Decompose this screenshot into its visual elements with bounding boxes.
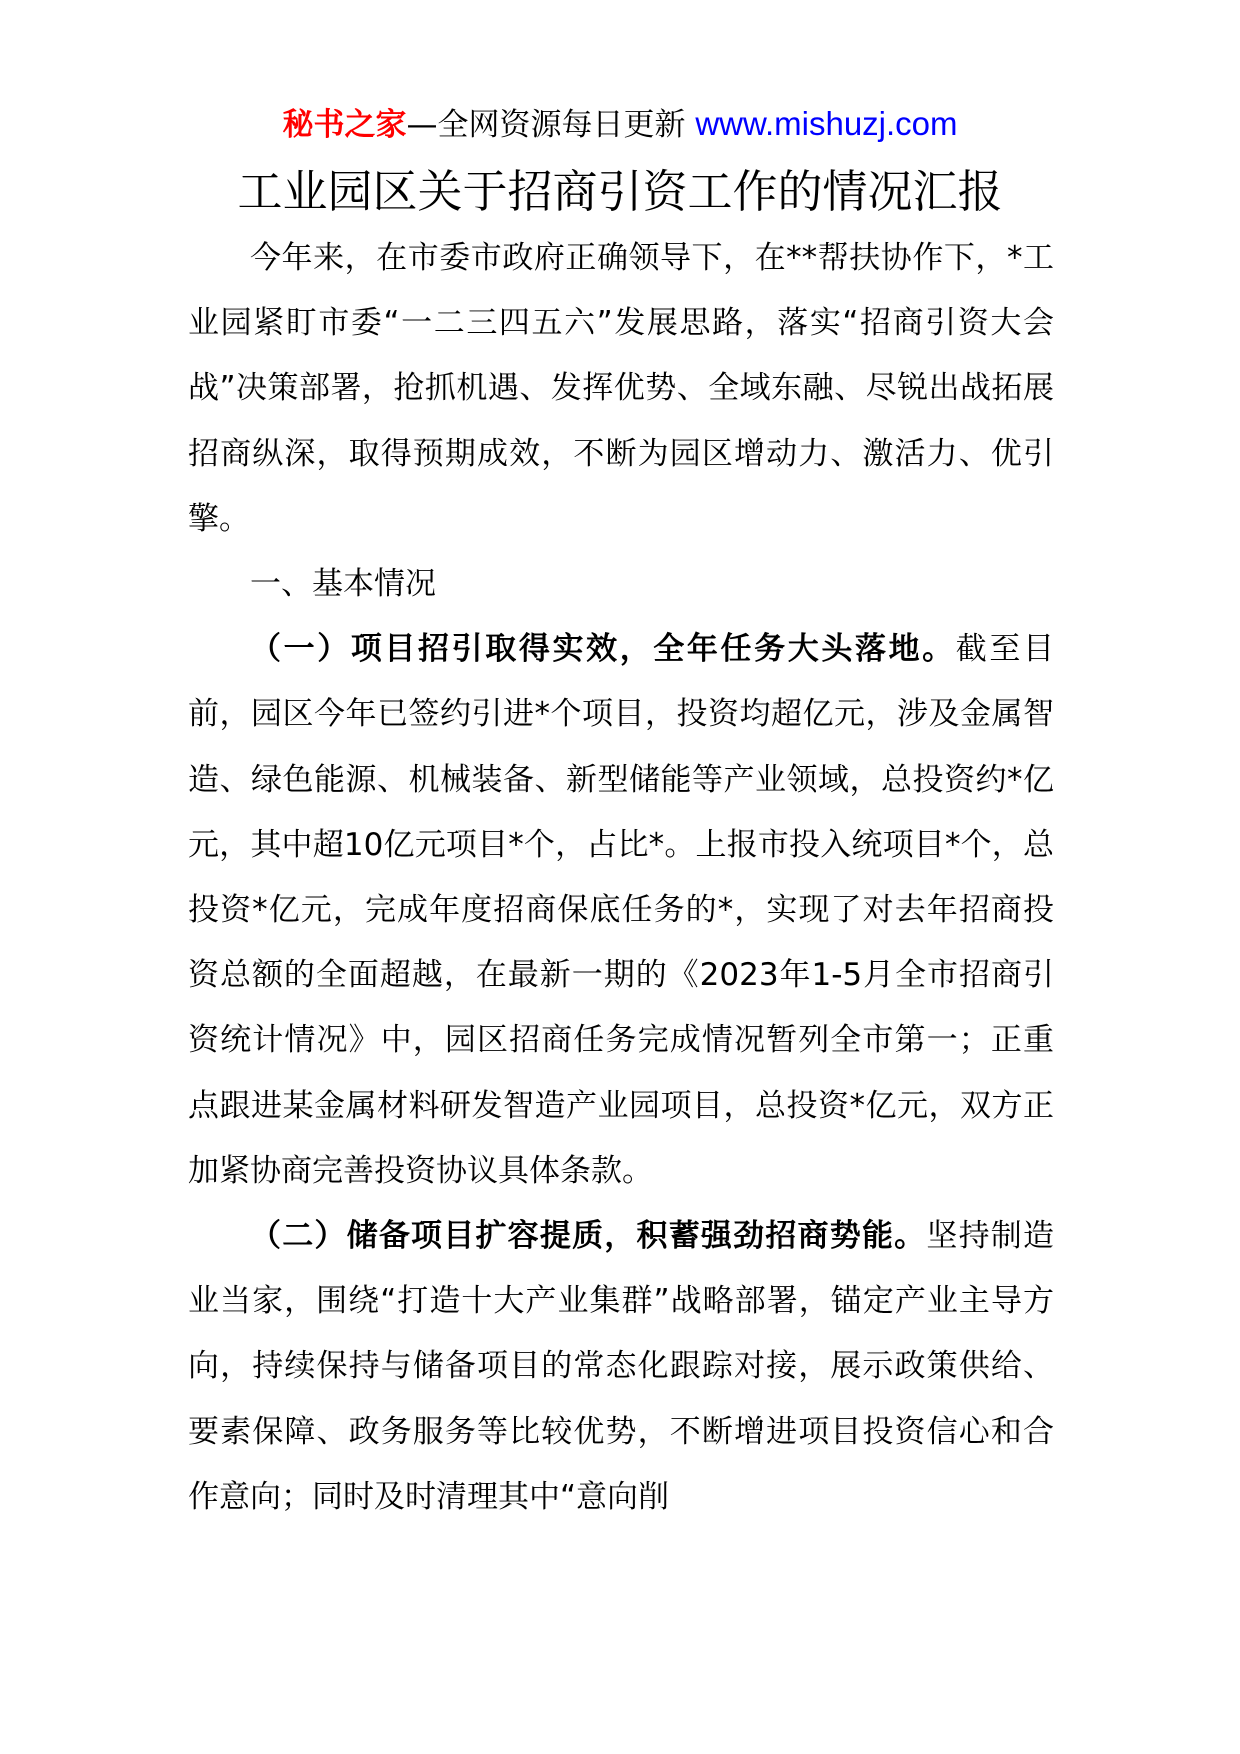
- paragraph-lead-bold: （二）储备项目扩容提质，积蓄强劲招商势能。: [250, 1218, 927, 1255]
- paragraph-reserve-projects: [188, 1204, 1054, 1530]
- section-heading-basic: 一、基本情况: [250, 566, 436, 603]
- paragraph-body-text: 截至目前，园区今年已签约引进*个项目，投资均超亿元，涉及金属智造、绿色能源、机械装备、新型储能等产业领域，总投资约*亿元，其中超10亿元项目*个，占比*。上报市投入统项目*个，总投资*亿元，完成年度招商保底任务的*，实现了对去年招商投资总额的全面超越，在最新一期的《2023年1-5月全市招商引资统计情况》中，园区招商任务完成情况暂列全市第一；正重点跟进某金属材料研发智造产业园项目，总投资*亿元，双方正加紧协商完善投资协议具体条款。: [188, 631, 1054, 1189]
- site-url-link[interactable]: www.mishuzj.com: [695, 105, 958, 142]
- header-tagline: —全网资源每日更新: [406, 107, 696, 143]
- site-header: [0, 102, 1240, 147]
- brand-name: 秘书之家: [282, 107, 407, 143]
- document-body: [188, 226, 1054, 1530]
- paragraph-project-attraction: [188, 617, 1054, 1204]
- document-title: 工业园区关于招商引资工作的情况汇报: [237, 165, 1003, 218]
- paragraph-body-text: 坚持制造业当家，围绕“打造十大产业集群”战略部署，锚定产业主导方向，持续保持与储备项目的常态化跟踪对接，展示政策供给、要素保障、政务服务等比较优势，不断增进项目投资信心和合作意向；同时及时清理其中“意向削: [188, 1218, 1054, 1515]
- paragraph-lead-bold: （一）项目招引取得实效，全年任务大头落地。: [250, 631, 956, 668]
- intro-paragraph: 今年来，在市委市政府正确领导下，在**帮扶协作下，*工业园紧盯市委“一二三四五六”发展思路，落实“招商引资大会战”决策部署，抢抓机遇、发挥优势、全域东融、尽锐出战拓展招商纵深，取得预期成效，不断为园区增动力、激活力、优引擎。: [188, 240, 1054, 537]
